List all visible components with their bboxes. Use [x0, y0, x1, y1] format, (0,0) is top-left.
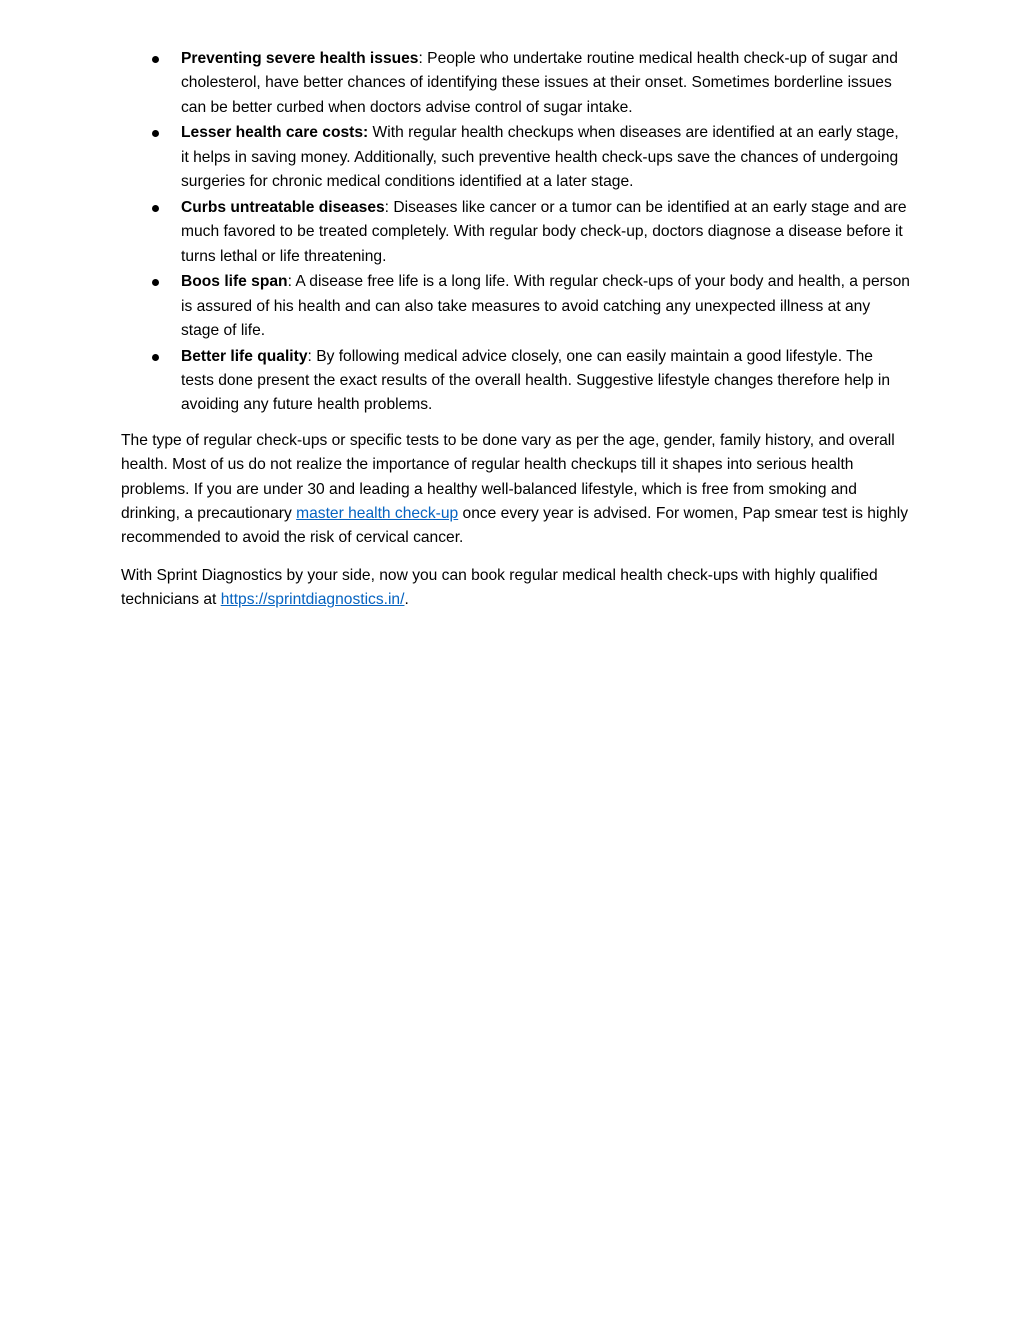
bullet-text: By following medical advice closely, one can easily maintain a good lifestyle. The tests done present the exact results of the overall health. Suggestive lifestyle changes therefore help in avoiding any future health problems. — [181, 347, 891, 414]
bullet-separator: : — [287, 273, 292, 291]
bullet-separator: : — [384, 198, 390, 216]
bullet-icon — [152, 56, 159, 63]
bullet-item-preventing-severe-health-issues — [121, 47, 910, 120]
bullet-icon — [152, 279, 159, 286]
bullet-term: Preventing severe health issues — [181, 50, 419, 67]
paragraph-text: once every year is advised. For women, Pap smear test is highly recommended to avoid the risk of cervical cancer. — [121, 505, 909, 547]
bullet-term: Boos life span — [181, 273, 288, 291]
bullet-icon — [152, 205, 159, 212]
bullet-text: People who undertake routine medical health check-up of sugar and cholesterol, have better chances of identifying these issues at their onset. Sometimes borderline issues can be better curbed when doctors advise control of sugar intake. — [181, 50, 898, 116]
bullet-icon — [152, 354, 159, 361]
master-health-checkup-link[interactable]: master health check-up — [296, 505, 459, 523]
bullet-term: Lesser health care costs: — [181, 124, 369, 142]
bullet-term: Better life quality — [181, 347, 308, 365]
bullet-text: A disease free life is a long life. With regular check-ups of your body and health, a person is assured of his health and can also take measures to avoid catching any unexpected illness at any stage of life. — [181, 273, 910, 340]
bullet-separator: : — [418, 50, 423, 67]
benefits-bullet-list — [121, 47, 910, 418]
bullet-icon — [152, 130, 159, 137]
bullet-text: Diseases like cancer or a tumor can be identified at an early stage and are much favored to be treated completely. With regular body check-up, doctors diagnose a disease before it turns lethal or life threatening. — [181, 198, 907, 265]
bullet-text: With regular health checkups when diseases are identified at an early stage, it helps in saving money. Additionally, such preventive health check-ups save the chances of undergoing surgeries for chronic medical conditions identified at a later stage. — [181, 124, 899, 191]
bullet-item-better-life-quality — [121, 345, 910, 418]
bullet-term: Curbs untreatable diseases — [181, 198, 385, 216]
booking-paragraph — [121, 564, 910, 613]
sprint-diagnostics-website-link[interactable]: https://sprintdiagnostics.in/ — [220, 591, 405, 609]
paragraph-text: . — [404, 591, 409, 609]
paragraph-text: The type of regular check-ups or specific tests to be done vary as per the age, gender, family history, and overall health. Most of us do not realize the importance of regular health checkups till it shapes into serious health problems. If you are under 30 and leading a healthy well-balanced lifestyle, which is free from smoking and drinking, a precautionary — [121, 431, 895, 523]
bullet-item-lesser-health-care-costs — [121, 121, 910, 194]
paragraph-text: With Sprint Diagnostics by your side, now you can book regular medical health check-ups with highly qualified technicians at — [121, 566, 878, 609]
checkup-types-paragraph — [121, 429, 910, 551]
bullet-item-boos-life-span — [121, 270, 910, 343]
bullet-item-curbs-untreatable-diseases — [121, 196, 910, 269]
bullet-separator: : — [307, 347, 312, 365]
